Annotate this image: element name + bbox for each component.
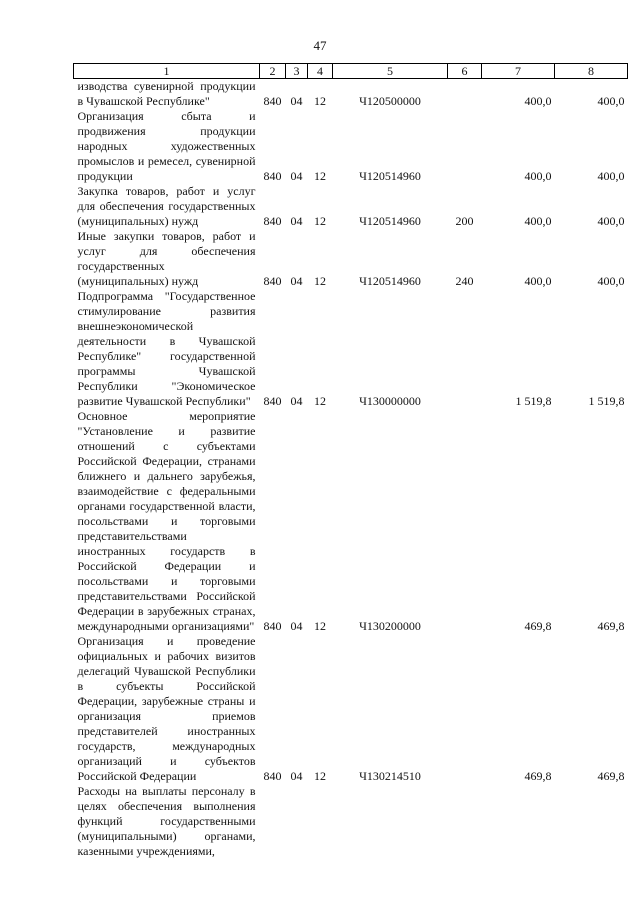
- column-header-5: 5: [333, 64, 448, 79]
- row-col-8: 400,0: [597, 274, 625, 288]
- row-col-7: 469,8: [524, 769, 552, 783]
- table-row: [74, 229, 628, 289]
- row-col-8: 1 519,8: [588, 394, 625, 408]
- row-col-3: 04: [290, 94, 303, 108]
- row-col-4: [308, 784, 333, 859]
- row-col-4: 12: [314, 214, 326, 228]
- row-col-7: 400,0: [524, 274, 552, 288]
- row-col-6: [448, 784, 482, 859]
- column-header-3: 3: [286, 64, 308, 79]
- row-col-2: 840: [263, 94, 282, 108]
- row-col-7: 400,0: [524, 94, 552, 108]
- row-col-4: 12: [314, 94, 326, 108]
- row-name: изводства сувенирной продукции в Чувашской Республике": [77, 79, 256, 108]
- column-header-4: 4: [308, 64, 333, 79]
- row-col-6: 240: [455, 274, 474, 288]
- row-col-4: 12: [314, 394, 326, 408]
- row-col-4: 12: [314, 769, 326, 783]
- row-col-8: 469,8: [597, 619, 625, 633]
- row-col-5: Ч130214510: [359, 769, 421, 783]
- row-col-7: [482, 784, 555, 859]
- row-col-3: 04: [290, 274, 303, 288]
- row-name: Закупка товаров, работ и услуг для обеспечения государственных (муниципальных) нужд: [77, 184, 256, 228]
- table-row: [74, 109, 628, 184]
- row-col-6: [448, 289, 482, 409]
- table-row: [74, 184, 628, 229]
- column-header-6: 6: [448, 64, 482, 79]
- row-col-5: Ч130200000: [359, 619, 421, 633]
- table-row: [74, 409, 628, 634]
- row-col-8: 469,8: [597, 769, 625, 783]
- row-col-5: Ч130000000: [359, 394, 421, 408]
- row-name: Расходы на выплаты персоналу в целях обеспечения выполнения функций государственными (муниципальными) органами, казенными учреждениями,: [77, 784, 256, 858]
- table-body: [74, 79, 628, 860]
- row-col-2: 840: [263, 274, 282, 288]
- row-col-3: 04: [290, 769, 303, 783]
- row-col-7: 1 519,8: [515, 394, 552, 408]
- row-name: Подпрограмма "Государственное стимулирование развития внешнеэкономической деятельности в Чувашской Республике" государственной программы Чувашской Республики "Экономическое развитие Чувашской Республики": [77, 289, 256, 408]
- row-col-2: 840: [263, 169, 282, 183]
- row-col-8: 400,0: [597, 214, 625, 228]
- column-header-7: 7: [482, 64, 555, 79]
- row-col-2: 840: [263, 394, 282, 408]
- row-col-5: Ч120500000: [359, 94, 421, 108]
- table-row: [74, 79, 628, 110]
- row-col-2: 840: [263, 769, 282, 783]
- table-header: [74, 64, 628, 79]
- row-col-8: 400,0: [597, 94, 625, 108]
- table-row: [74, 634, 628, 784]
- header-row: [74, 64, 628, 79]
- page-number: 47: [313, 38, 327, 53]
- row-col-3: 04: [290, 619, 303, 633]
- row-col-2: 840: [263, 214, 282, 228]
- table-row: [74, 784, 628, 859]
- row-col-2: 840: [263, 619, 282, 633]
- row-col-6: [448, 79, 482, 110]
- row-col-3: 04: [290, 394, 303, 408]
- table-row: [74, 289, 628, 409]
- row-col-8: [555, 784, 628, 859]
- column-header-8: 8: [555, 64, 628, 79]
- row-col-5: Ч120514960: [359, 169, 421, 183]
- row-col-6: [448, 634, 482, 784]
- row-col-7: 400,0: [524, 214, 552, 228]
- column-header-1: 1: [74, 64, 260, 79]
- row-col-7: 469,8: [524, 619, 552, 633]
- row-col-5: [333, 784, 448, 859]
- row-name: Организация сбыта и продвижения продукции народных художественных промыслов и ремесел, сувенирной продукции: [77, 109, 256, 183]
- row-col-8: 400,0: [597, 169, 625, 183]
- row-col-6: [448, 409, 482, 634]
- row-col-4: 12: [314, 169, 326, 183]
- row-col-5: Ч120514960: [359, 214, 421, 228]
- row-col-3: [286, 784, 308, 859]
- row-name: Организация и проведение официальных и рабочих визитов делегаций Чувашской Республики в субъекты Российской Федерации, зарубежные страны и организация приемов представителей иностранных государств, международных организаций и субъектов Российской Федерации: [77, 634, 256, 783]
- row-col-3: 04: [290, 214, 303, 228]
- row-col-3: 04: [290, 169, 303, 183]
- row-col-2: [260, 784, 286, 859]
- row-col-4: 12: [314, 274, 326, 288]
- row-col-5: Ч120514960: [359, 274, 421, 288]
- row-col-6: [448, 109, 482, 184]
- column-header-2: 2: [260, 64, 286, 79]
- budget-table: [73, 63, 628, 859]
- row-name: Иные закупки товаров, работ и услуг для обеспечения государственных (муниципальных) нужд: [77, 229, 256, 288]
- row-col-6: 200: [455, 214, 474, 228]
- row-name: Основное мероприятие "Установление и развитие отношений с субъектами Российской Федерации, странами ближнего и дальнего зарубежья, взаимодействие с федеральными органами государственной власти, посольствами и торговыми представительствами иностранных государств в Российской Федерации и посольствами и торговыми представительствами Российской Федерации в зарубежных странах, международными организациями": [77, 409, 256, 633]
- row-col-7: 400,0: [524, 169, 552, 183]
- row-col-4: 12: [314, 619, 326, 633]
